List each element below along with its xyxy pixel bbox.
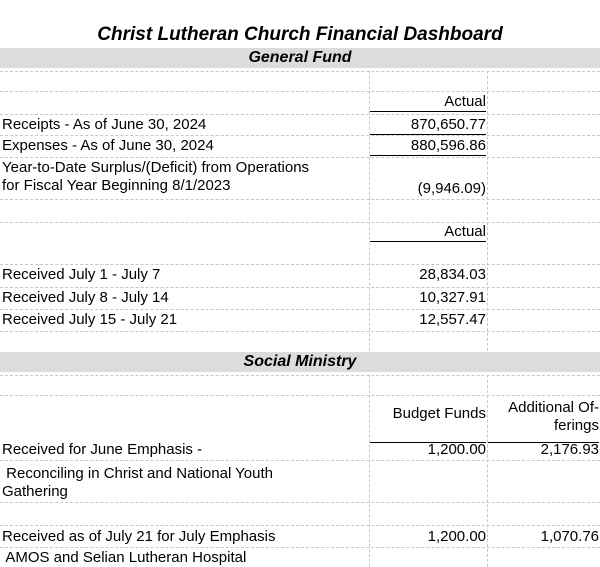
ytd-label: for Fiscal Year Beginning 8/1/2023 — [2, 177, 231, 194]
gridline — [0, 222, 600, 223]
june-budget-value: 1,200.00 — [427, 441, 486, 458]
gridline — [0, 264, 600, 265]
general-fund-heading: General Fund — [0, 48, 600, 68]
ytd-value: (9,946.09) — [417, 180, 486, 197]
actual-header: Actual — [370, 93, 486, 112]
weekly-value: 12,557.47 — [419, 311, 486, 328]
weekly-label: Received July 8 - July 14 — [2, 289, 169, 306]
gridline — [0, 199, 600, 200]
gridline — [0, 91, 600, 92]
expenses-label: Expenses - As of June 30, 2024 — [2, 137, 214, 154]
weekly-value: 10,327.91 — [419, 289, 486, 306]
expenses-value: 880,596.86 — [370, 137, 486, 156]
july-emphasis-label: Received as of July 21 for July Emphasis — [2, 528, 276, 545]
column-divider — [487, 71, 488, 351]
column-divider — [369, 71, 370, 351]
gridline — [0, 71, 600, 72]
gridline — [0, 287, 600, 288]
weekly-label: Received July 1 - July 7 — [2, 266, 161, 283]
july-additional-value: 1,070.76 — [540, 528, 599, 545]
gridline — [0, 375, 600, 376]
gridline — [0, 547, 600, 548]
july-emphasis-description: AMOS and Selian Lutheran Hospital — [2, 549, 247, 566]
ytd-label: Year-to-Date Surplus/(Deficit) from Operations — [2, 159, 310, 176]
july-budget-value: 1,200.00 — [427, 528, 486, 545]
budget-funds-header: Budget Funds — [370, 404, 486, 443]
gridline — [0, 502, 600, 503]
june-emphasis-description: Reconciling in Christ and National Youth — [2, 465, 274, 482]
gridline — [0, 331, 600, 332]
receipts-value: 870,650.77 — [370, 116, 486, 135]
gridline — [0, 114, 600, 115]
gridline — [0, 460, 600, 461]
weekly-value: 28,834.03 — [419, 266, 486, 283]
gridline — [0, 157, 600, 158]
actual-header: Actual — [370, 223, 486, 242]
gridline — [0, 525, 600, 526]
additional-offerings-line: ferings — [553, 417, 599, 434]
additional-offerings-line: Additional Of- — [508, 399, 599, 416]
june-emphasis-description: Gathering — [2, 483, 68, 500]
receipts-label: Receipts - As of June 30, 2024 — [2, 116, 207, 133]
page-title: Christ Lutheran Church Financial Dashboard — [97, 24, 503, 45]
gridline — [0, 135, 600, 136]
gridline — [0, 395, 600, 396]
weekly-label: Received July 15 - July 21 — [2, 311, 178, 328]
june-additional-value: 2,176.93 — [540, 441, 599, 458]
social-ministry-heading: Social Ministry — [0, 352, 600, 372]
gridline — [0, 309, 600, 310]
june-emphasis-label: Received for June Emphasis - — [2, 441, 203, 458]
additional-offerings-header — [488, 399, 599, 443]
